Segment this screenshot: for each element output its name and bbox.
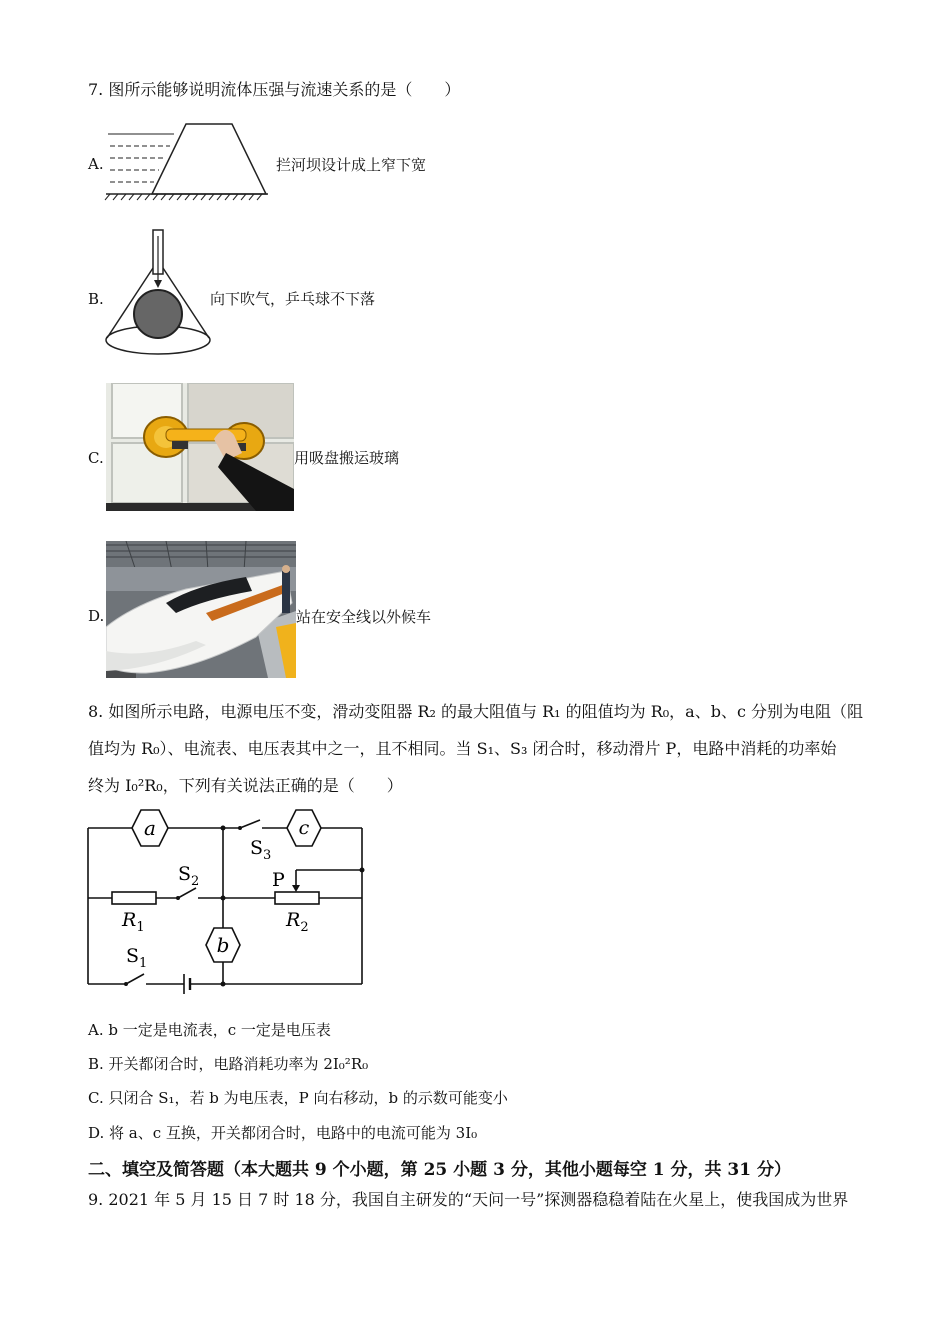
- resistor-r2-label: $R_2$: [286, 909, 309, 935]
- q7-option-b-letter: B.: [88, 290, 104, 308]
- slider-p-label: P: [272, 869, 285, 891]
- train-photo: [106, 541, 296, 678]
- q8-option-d: D. 将 a、c 互换，开关都闭合时，电路中的电流可能为 3I₀: [88, 1124, 478, 1142]
- q7-option-c-text: 用吸盘搬运玻璃: [294, 449, 400, 467]
- suction-cup-illustration: [106, 383, 294, 511]
- q7-option-c-letter: C.: [88, 449, 104, 467]
- q8-line1: 8. 如图所示电路，电源电压不变，滑动变阻器 R₂ 的最大阻值与 R₁ 的阻值均为 R₀，a、b、c 分别为电阻（阻: [88, 702, 863, 721]
- dam-diagram: [104, 118, 274, 202]
- q7-option-a-text: 拦河坝设计成上窄下宽: [276, 156, 427, 174]
- q7-option-b-text: 向下吹气，乒乓球不下落: [210, 290, 376, 308]
- q8-option-b: B. 开关都闭合时，电路消耗功率为 2I₀²R₀: [88, 1055, 369, 1073]
- q8-line2: 值均为 R₀）、电流表、电压表其中之一，且不相同。当 S₁、S₃ 闭合时，移动滑片 P，电路中消耗的功率始: [88, 739, 837, 758]
- circuit-diagram: [82, 806, 372, 1002]
- switch-s2-label: $S_2$: [178, 863, 200, 889]
- q7-stem: 7. 图所示能够说明流体压强与流速关系的是（ ）: [88, 80, 461, 99]
- q9-line1: 9. 2021 年 5 月 15 日 7 时 18 分，我国自主研发的“天问一号”探测器稳稳着陆在火星上，使我国成为世界: [88, 1190, 849, 1209]
- funnel-pingpong-diagram: [104, 226, 214, 360]
- switch-s3-label: $S_3$: [250, 837, 272, 863]
- section2-heading: 二、填空及简答题（本大题共 9 个小题，第 25 小题 3 分，其他小题每空 1 分，共 31 分）: [88, 1160, 791, 1180]
- q7-option-d-text: 站在安全线以外候车: [296, 608, 432, 626]
- switch-s1-label: $S_1$: [126, 945, 148, 971]
- resistor-r1-label: $R_1$: [122, 909, 145, 935]
- q8-option-a: A. b 一定是电流表，c 一定是电压表: [88, 1021, 331, 1039]
- q8-line3: 终为 I₀²R₀，下列有关说法正确的是（ ）: [88, 776, 403, 795]
- meter-c-label: c: [298, 817, 310, 839]
- q7-option-d-letter: D.: [88, 607, 105, 625]
- train-illustration: [106, 541, 296, 678]
- q8-option-c: C. 只闭合 S₁，若 b 为电压表，P 向右移动，b 的示数可能变小: [88, 1089, 508, 1107]
- meter-a-label: a: [144, 816, 156, 840]
- q7-option-a-letter: A.: [88, 155, 104, 173]
- suction-cup-photo: [106, 383, 294, 511]
- meter-b-label: b: [216, 933, 230, 957]
